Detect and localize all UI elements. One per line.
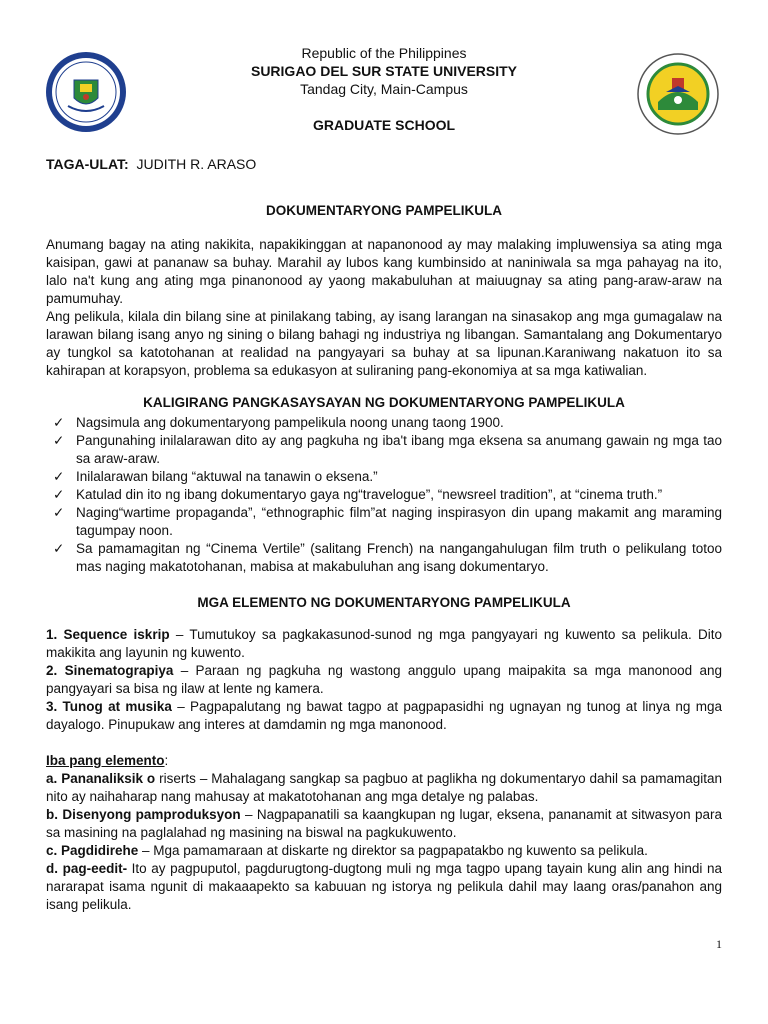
list-item: 3. Tunog at musika – Pagpapalutang ng bawat tagpo at pagpapasidhi ng ugnayan ng tunog at linya ng mga dayalogo. Pinupukaw ang interes at damdamin ng mga manonood. bbox=[46, 699, 722, 732]
history-list bbox=[46, 414, 722, 576]
intro-paragraph-1: Anumang bagay na ating nakikita, napakikinggan at napanonood ay may malaking impluwensiya sa ating mga kaisipan, gawi at pananaw sa buhay. Marahil ay lubos kang kumbinsido at naniniwala sa mga pahayag na ito, lalo na't kung ang ating mga pinanonood ay yaong makabuluhan at maiuugnay sa ating pang-araw-araw na pamumuhay. bbox=[46, 237, 722, 306]
other-elements-colon: : bbox=[164, 753, 169, 768]
checkmark-icon: ✓ bbox=[53, 505, 65, 520]
other-elements bbox=[46, 752, 722, 914]
checkmark-icon: ✓ bbox=[53, 487, 65, 502]
list-item: 1. Sequence iskrip – Tumutukoy sa pagkakasunod-sunod ng mga pangyayari ng kuwento sa pelikula. Dito makikita ang layunin ng kuwento. bbox=[46, 627, 722, 660]
header-university: SURIGAO DEL SUR STATE UNIVERSITY bbox=[250, 63, 518, 79]
checkmark-icon: ✓ bbox=[53, 469, 65, 484]
list-item: ✓ Pangunahing inilalarawan dito ay ang pagkuha ng iba't ibang mga eksena sa anumang gawain ng mga tao sa araw-araw. bbox=[53, 433, 722, 466]
elements-heading: MGA ELEMENTO NG DOKUMENTARYONG PAMPELIKULA bbox=[197, 595, 571, 610]
reporter-name: JUDITH R. ARASO bbox=[136, 156, 257, 172]
list-item: ✓ Inilalarawan bilang “aktuwal na tanawin o eksena.” bbox=[53, 469, 378, 484]
page-number: 1 bbox=[716, 937, 722, 951]
header-school: GRADUATE SCHOOL bbox=[312, 117, 456, 133]
intro-paragraph-2: Ang pelikula, kilala din bilang sine at pinilakang tabing, ay isang larangan na sinasakop ang mga gumagalaw na larawan bilang isang anyo ng sining o bilang bahagi ng industriya ng libangan. Samantalang ang Dokumentaryo ay tungkol sa katotohanan at realidad na pangyayari sa buhay at sa lipunan.Karaniwang nakatuon ito sa kahirapan at korapsyon, problema sa edukasyon at suliraning pang-ekonomiya at sa mga katiwalian. bbox=[46, 309, 722, 378]
checkmark-icon: ✓ bbox=[53, 541, 65, 556]
document-title: DOKUMENTARYONG PAMPELIKULA bbox=[266, 203, 502, 218]
other-elements-heading: Iba pang elemento bbox=[46, 753, 165, 768]
list-item: ✓ Katulad din ito ng ibang dokumentaryo gaya ng“travelogue”, “newsreel tradition”, at “cinema truth.” bbox=[53, 487, 663, 502]
history-heading: KALIGIRANG PANGKASAYSAYAN NG DOKUMENTARYONG PAMPELIKULA bbox=[143, 395, 625, 410]
checkmark-icon: ✓ bbox=[53, 433, 65, 448]
list-item: c. Pagdidirehe – Mga pamamaraan at diskarte ng direktor sa pagpapatakbo ng kuwento sa pelikula. bbox=[46, 843, 648, 858]
header-republic: Republic of the Philippines bbox=[301, 45, 467, 61]
list-item: ✓ Nagsimula ang dokumentaryong pampelikula noong unang taong 1900. bbox=[53, 415, 504, 430]
reporter-line bbox=[46, 156, 722, 172]
list-item: b. Disenyong pamproduksyon – Nagpapanatili sa kaangkupan ng lugar, eksena, pananamit at sitwasyon para sa masining na paglalahad ng masining na biswal na pagkukuwento. bbox=[46, 807, 722, 840]
university-seal-icon bbox=[44, 50, 128, 134]
list-item: d. pag-eedit- Ito ay pagpuputol, pagdurugtong-dugtong muli ng mga tagpo upang tayain kung alin ang hindi na nararapat isama ngunit di makaaapekto sa kabuuan ng istorya ng pelikula dahil may laang oras/panahon ang isang pelikula. bbox=[46, 861, 723, 912]
reporter-colon: : bbox=[124, 156, 129, 172]
list-item: 2. Sinematograpiya – Paraan ng pagkuha ng wastong anggulo upang maipakita sa mga manonood ang pangyayari sa bisa ng ilaw at lente ng kamera. bbox=[46, 663, 722, 696]
header-location: Tandag City, Main-Campus bbox=[300, 81, 468, 97]
list-item: ✓ Naging“wartime propaganda”, “ethnographic film”at naging inspirasyon din upang makamit ang maraming tagumpay noon. bbox=[53, 505, 722, 538]
graduate-school-seal-icon bbox=[636, 52, 720, 136]
list-item: a. Pananaliksik o riserts – Mahalagang sangkap sa pagbuo at paglikha ng dokumentaryo dahil sa pamamagitan nito ay naihaharap nang mahusay at makatotohanan ang mga detalye ng palabas. bbox=[46, 771, 722, 804]
elements-list bbox=[46, 626, 722, 734]
reporter-label: TAGA-ULAT bbox=[46, 156, 125, 172]
checkmark-icon: ✓ bbox=[53, 415, 65, 430]
document-page bbox=[46, 44, 722, 914]
list-item: ✓ Sa pamamagitan ng “Cinema Vertile” (salitang French) na nangangahulugan film truth o pelikulang totoo mas naging makatotohanan, mabisa at makabuluhan ang isang dokumentaryo. bbox=[53, 541, 722, 574]
letterhead bbox=[46, 44, 722, 144]
